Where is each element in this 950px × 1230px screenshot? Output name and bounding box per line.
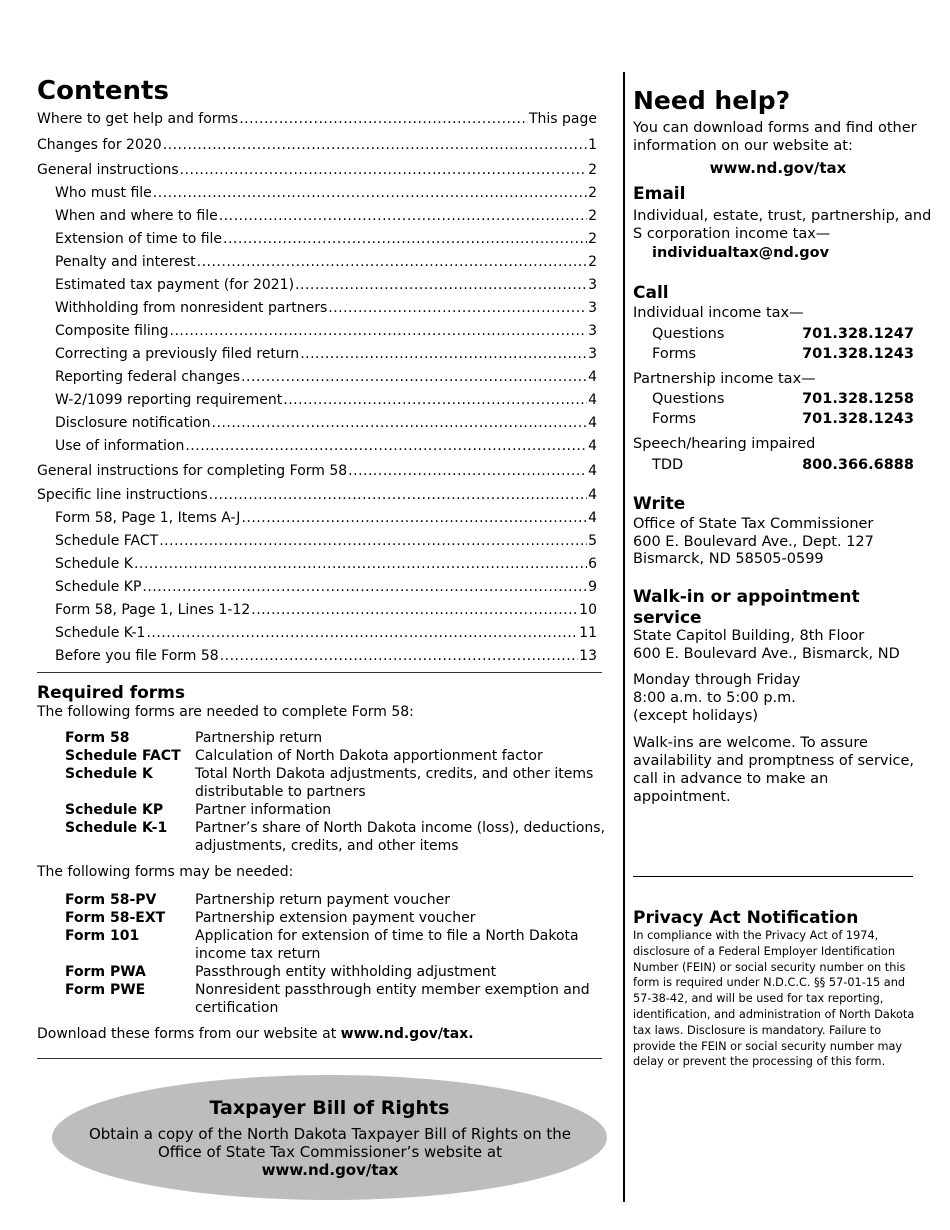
- toc-item-page: 4: [588, 510, 597, 526]
- toc-item-page: This page: [528, 111, 597, 127]
- toc-leader: [220, 648, 578, 664]
- partnership-tax-label: Partnership income tax—: [633, 371, 816, 387]
- form-row: [65, 765, 615, 801]
- toc-item[interactable]: [37, 162, 597, 182]
- toc-item-title: Schedule K: [37, 556, 134, 572]
- toc-leader: [146, 625, 578, 641]
- toc-leader: [197, 254, 587, 270]
- individual-tax-label: Individual income tax—: [633, 305, 804, 321]
- toc-item-title: Form 58, Page 1, Items A-J: [37, 510, 241, 526]
- form-description: Application for extension of time to file a North Dakota income tax return: [195, 928, 579, 962]
- phone-number: 800.366.6888: [802, 457, 914, 473]
- phone-row: [652, 411, 914, 427]
- toc-item[interactable]: [37, 533, 597, 553]
- form-row: [65, 801, 615, 819]
- toc-item-title: W-2/1099 reporting requirement: [37, 392, 283, 408]
- toc-leader: [223, 231, 587, 247]
- toc-item-title: General instructions: [37, 162, 179, 178]
- form-description: Partnership extension payment voucher: [195, 910, 476, 926]
- toc-leader: [159, 533, 587, 549]
- toc-item[interactable]: [37, 438, 597, 458]
- bill-of-rights-text: [80, 1125, 580, 1179]
- toc-item-page: 2: [588, 231, 597, 247]
- toc-item-page: 2: [588, 208, 597, 224]
- phone-number: 701.328.1243: [802, 346, 914, 362]
- toc-item-title: Correcting a previously filed return: [37, 346, 300, 362]
- toc-item-page: 3: [588, 323, 597, 339]
- toc-item-title: Use of information: [37, 438, 185, 454]
- bill-of-rights-title: Taxpayer Bill of Rights: [209, 1097, 450, 1119]
- toc-item[interactable]: [37, 648, 597, 668]
- toc-leader: [300, 346, 587, 362]
- toc-item-title: Schedule K-1: [37, 625, 146, 641]
- divider: [37, 672, 602, 673]
- phone-number: 701.328.1247: [802, 326, 914, 342]
- toc-item-title: General instructions for completing Form 58: [37, 463, 348, 479]
- write-line: 600 E. Boulevard Ave., Dept. 127: [633, 534, 874, 550]
- required-forms-title: Required forms: [37, 683, 186, 703]
- phone-row: [652, 346, 914, 362]
- toc-item[interactable]: [37, 137, 597, 157]
- toc-item[interactable]: [37, 185, 597, 205]
- help-intro: You can download forms and find other information on our website at:: [633, 120, 917, 154]
- privacy-text: In compliance with the Privacy Act of 1974, disclosure of a Federal Employer Identification Number (FEIN) or social security number on this form is required under N.D.C.C. §§ 57-01-15 and 57-38-42, and will be used for tax reporting, identification, and administration of North Dakota tax laws. Disclosure is mandatory. Failure to provide the FEIN or social security number may delay or prevent the processing of this form.: [633, 929, 915, 1069]
- write-heading: Write: [633, 494, 686, 514]
- toc-item[interactable]: [37, 510, 597, 530]
- toc-leader: [180, 162, 587, 178]
- toc-item[interactable]: [37, 300, 597, 320]
- form-name: Schedule KP: [65, 802, 164, 818]
- toc-item[interactable]: [37, 111, 597, 131]
- form-description: Partner’s share of North Dakota income (loss), deductions, adjustments, credits, and other items: [195, 820, 606, 854]
- toc-item-title: Changes for 2020: [37, 137, 162, 153]
- toc-item-page: 6: [588, 556, 597, 572]
- need-help-title: Need help?: [633, 86, 791, 115]
- toc-leader: [212, 415, 588, 431]
- form-description: Partnership return payment voucher: [195, 892, 451, 908]
- bill-of-rights-url[interactable]: www.nd.gov/tax: [261, 1161, 399, 1179]
- phone-label: Forms: [652, 346, 697, 362]
- download-url[interactable]: www.nd.gov/tax.: [340, 1026, 474, 1042]
- phone-label: Questions: [652, 326, 725, 342]
- toc-item-title: Before you file Form 58: [37, 648, 220, 664]
- bill-of-rights-body: Obtain a copy of the North Dakota Taxpayer Bill of Rights on the Office of State Tax Commissioner’s website at: [88, 1125, 572, 1161]
- phone-row: [652, 457, 914, 473]
- toc-item-title: Reporting federal changes: [37, 369, 241, 385]
- form-row: [65, 927, 615, 963]
- phone-row: [652, 326, 914, 342]
- taxpayer-bill-of-rights: [52, 1075, 607, 1200]
- form-name: Form PWE: [65, 982, 146, 998]
- form-description: Calculation of North Dakota apportionment factor: [195, 748, 543, 764]
- phone-number: 701.328.1243: [802, 411, 914, 427]
- form-name: Form 58-EXT: [65, 910, 166, 926]
- form-row: [65, 981, 615, 1017]
- toc-item[interactable]: [37, 463, 597, 483]
- toc-item[interactable]: [37, 579, 597, 599]
- toc-item-title: Schedule KP: [37, 579, 142, 595]
- phone-label: TDD: [652, 457, 684, 473]
- toc-item[interactable]: [37, 369, 597, 389]
- form-name: Schedule K: [65, 766, 153, 782]
- toc-item-page: 4: [588, 369, 597, 385]
- form-name: Schedule K-1: [65, 820, 168, 836]
- form-row: [65, 747, 615, 765]
- email-text: Individual, estate, trust, partnership, and S corporation income tax—: [633, 208, 932, 242]
- form-description: Total North Dakota adjustments, credits, and other items distributable to partners: [195, 766, 594, 800]
- help-website[interactable]: www.nd.gov/tax: [709, 159, 847, 177]
- toc-item-page: 3: [588, 346, 597, 362]
- toc-item[interactable]: [37, 602, 597, 622]
- toc-leader: [295, 277, 587, 293]
- toc-leader: [283, 392, 587, 408]
- toc-item-page: 5: [588, 533, 597, 549]
- toc-item-page: 4: [588, 463, 597, 479]
- toc-leader: [239, 111, 528, 127]
- toc-item-page: 4: [588, 392, 597, 408]
- toc-leader: [185, 438, 587, 454]
- toc-item[interactable]: [37, 415, 597, 435]
- toc-item[interactable]: [37, 392, 597, 412]
- write-line: Office of State Tax Commissioner: [633, 516, 874, 532]
- toc-item-title: Withholding from nonresident partners: [37, 300, 328, 316]
- hours-line: 8:00 a.m. to 5:00 p.m.: [633, 690, 796, 706]
- toc-item-title: Schedule FACT: [37, 533, 159, 549]
- speech-impaired-label: Speech/hearing impaired: [633, 436, 816, 452]
- toc-leader: [153, 185, 587, 201]
- download-text: Download these forms from our website at: [37, 1026, 341, 1042]
- form-name: Form 58: [65, 730, 130, 746]
- phone-label: Questions: [652, 391, 725, 407]
- phone-label: Forms: [652, 411, 697, 427]
- phone-row: [652, 391, 914, 407]
- toc-item[interactable]: [37, 346, 597, 366]
- call-heading: Call: [633, 283, 669, 303]
- toc-item[interactable]: [37, 556, 597, 576]
- hours-line: (except holidays): [633, 708, 759, 724]
- toc-item-title: When and where to file: [37, 208, 219, 224]
- required-forms-intro: The following forms are needed to complete Form 58:: [37, 704, 414, 720]
- toc-item-title: Extension of time to file: [37, 231, 223, 247]
- toc-item-page: 9: [588, 579, 597, 595]
- toc-leader: [170, 323, 588, 339]
- email-address[interactable]: individualtax@nd.gov: [652, 245, 830, 261]
- phone-number: 701.328.1258: [802, 391, 914, 407]
- may-forms-intro: The following forms may be needed:: [37, 864, 294, 880]
- toc-item[interactable]: [37, 323, 597, 343]
- privacy-title: Privacy Act Notification: [633, 908, 859, 928]
- toc-item-page: 2: [588, 162, 597, 178]
- toc-leader: [163, 137, 587, 153]
- toc-item[interactable]: [37, 625, 597, 645]
- hours-line: Monday through Friday: [633, 672, 801, 688]
- toc-item-page: 4: [588, 487, 597, 503]
- form-description: Partnership return: [195, 730, 323, 746]
- toc-leader: [241, 510, 587, 526]
- toc-item[interactable]: [37, 208, 597, 228]
- email-heading: Email: [633, 184, 686, 204]
- toc-item[interactable]: [37, 254, 597, 274]
- toc-leader: [251, 602, 578, 618]
- toc-item-page: 3: [588, 300, 597, 316]
- toc-item-page: 4: [588, 438, 597, 454]
- form-row: [65, 891, 615, 909]
- toc-item[interactable]: [37, 277, 597, 297]
- divider: [37, 1058, 602, 1059]
- toc-leader: [219, 208, 587, 224]
- toc-item[interactable]: [37, 487, 597, 507]
- toc-item-page: 4: [588, 415, 597, 431]
- column-divider: [623, 72, 625, 1202]
- form-row: [65, 819, 615, 855]
- form-description: Nonresident passthrough entity member exemption and certification: [195, 982, 590, 1016]
- form-row: [65, 729, 615, 747]
- form-name: Schedule FACT: [65, 748, 181, 764]
- toc-item-title: Penalty and interest: [37, 254, 197, 270]
- toc-item-page: 10: [579, 602, 597, 618]
- form-description: Passthrough entity withholding adjustment: [195, 964, 497, 980]
- toc-leader: [328, 300, 587, 316]
- toc-item[interactable]: [37, 231, 597, 251]
- form-name: Form 58-PV: [65, 892, 157, 908]
- toc-item-title: Specific line instructions: [37, 487, 208, 503]
- toc-item-page: 1: [588, 137, 597, 153]
- toc-item-title: Who must file: [37, 185, 153, 201]
- toc-item-page: 2: [588, 254, 597, 270]
- toc-leader: [142, 579, 587, 595]
- toc-item-title: Disclosure notification: [37, 415, 212, 431]
- write-line: Bismarck, ND 58505-0599: [633, 551, 824, 567]
- walkin-note: Walk-ins are welcome. To assure availability and promptness of service, call in advance to make an appointment.: [633, 735, 915, 805]
- walkin-line: 600 E. Boulevard Ave., Bismarck, ND: [633, 646, 900, 662]
- form-name: Form PWA: [65, 964, 146, 980]
- toc-item-title: Where to get help and forms: [37, 111, 239, 127]
- contents-title: Contents: [37, 76, 169, 106]
- form-name: Form 101: [65, 928, 140, 944]
- toc-item-page: 13: [579, 648, 597, 664]
- form-row: [65, 909, 615, 927]
- walkin-line: State Capitol Building, 8th Floor: [633, 628, 865, 644]
- toc-leader: [241, 369, 587, 385]
- divider: [633, 876, 913, 877]
- toc-item-title: Estimated tax payment (for 2021): [37, 277, 295, 293]
- toc-item-page: 11: [579, 625, 597, 641]
- form-description: Partner information: [195, 802, 332, 818]
- toc-leader: [348, 463, 587, 479]
- toc-leader: [134, 556, 587, 572]
- toc-leader: [209, 487, 587, 503]
- walkin-heading: Walk-in or appointment service: [633, 587, 860, 628]
- toc-item-page: 3: [588, 277, 597, 293]
- download-note: [37, 1025, 474, 1043]
- toc-item-page: 2: [588, 185, 597, 201]
- form-row: [65, 963, 615, 981]
- toc-item-title: Composite filing: [37, 323, 170, 339]
- toc-item-title: Form 58, Page 1, Lines 1-12: [37, 602, 251, 618]
